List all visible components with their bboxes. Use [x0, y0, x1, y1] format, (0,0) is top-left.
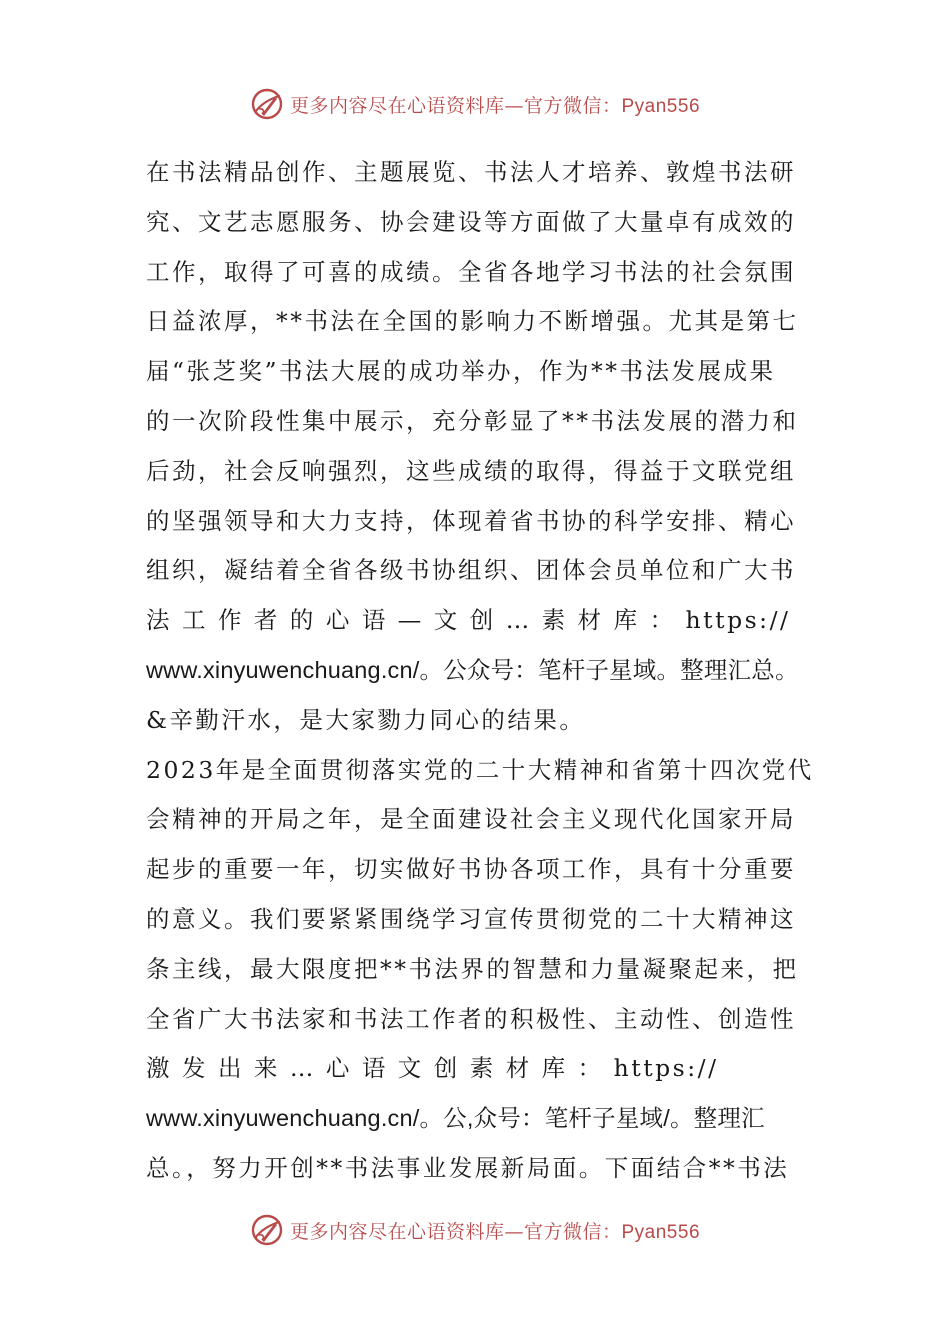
body-line-10: 法 工 作 者 的 心 语 — 文 创 … 素 材 库 ： https://: [146, 606, 791, 635]
body-line-15: 起步的重要一年，切实做好书协各项工作，具有十分重要: [146, 855, 796, 884]
xinyu-logo-icon: [250, 1213, 284, 1247]
body-line-17: 条主线，最大限度把**书法界的智慧和力量凝聚起来，把: [146, 954, 799, 983]
footer-banner: [0, 1210, 950, 1250]
body-line-18: 全省广大书法家和书法工作者的积极性、主动性、创造性: [146, 1004, 796, 1033]
body-line-8: 的坚强领导和大力支持，体现着省书协的科学安排、精心: [146, 506, 796, 535]
body-line-13: 2023年是全面贯彻落实党的二十大精神和省第十四次党代: [146, 755, 814, 784]
header-banner-wechat-id: Pyan556: [621, 95, 701, 117]
footer-banner-text: [290, 1217, 700, 1244]
body-line-20: www.xinyuwenchuang.cn/。公,众号：笔杆子星域/。整理汇: [146, 1105, 765, 1132]
body-line-2: 究、文艺志愿服务、协会建设等方面做了大量卓有成效的: [146, 207, 796, 236]
body-line-14: 会精神的开局之年，是全面建设社会主义现代化国家开局: [146, 805, 796, 834]
body-line-3: 工作，取得了可喜的成绩。全省各地学习书法的社会氛围: [146, 257, 796, 286]
body-line-16: 的意义。我们要紧紧围绕学习宣传贯彻党的二十大精神这: [146, 904, 796, 933]
body-line-19: 激 发 出 来 … 心 语 文 创 素 材 库 ： https://: [146, 1054, 719, 1083]
body-line-12: &辛勤汗水，是大家勠力同心的结果。: [146, 705, 586, 734]
document-body: [146, 148, 814, 1194]
header-banner: [0, 84, 950, 124]
body-line-7: 后劲，社会反响强烈，这些成绩的取得，得益于文联党组: [146, 456, 796, 485]
body-line-4: 日益浓厚，**书法在全国的影响力不断增强。尤其是第七: [146, 307, 799, 336]
body-line-9: 组织，凝结着全省各级书协组织、团体会员单位和广大书: [146, 556, 796, 585]
body-line-11: www.xinyuwenchuang.cn/。公众号：笔杆子星域。整理汇总。: [146, 656, 799, 683]
body-line-21: 总。，努力开创**书法事业发展新局面。下面结合**书法: [146, 1153, 790, 1182]
body-line-6: 的一次阶段性集中展示，充分彰显了**书法发展的潜力和: [146, 406, 799, 435]
xinyu-logo-icon: [250, 87, 284, 121]
header-banner-text: [290, 91, 700, 118]
footer-banner-wechat-id: Pyan556: [621, 1221, 701, 1243]
body-line-5: 届“张芝奖”书法大展的成功举办，作为**书法发展成果: [146, 357, 776, 386]
footer-banner-cn: 更多内容尽在心语资料库—官方微信：: [289, 1220, 622, 1243]
header-banner-cn: 更多内容尽在心语资料库—官方微信：: [289, 94, 622, 117]
body-line-1: 在书法精品创作、主题展览、书法人才培养、敦煌书法研: [146, 158, 796, 186]
